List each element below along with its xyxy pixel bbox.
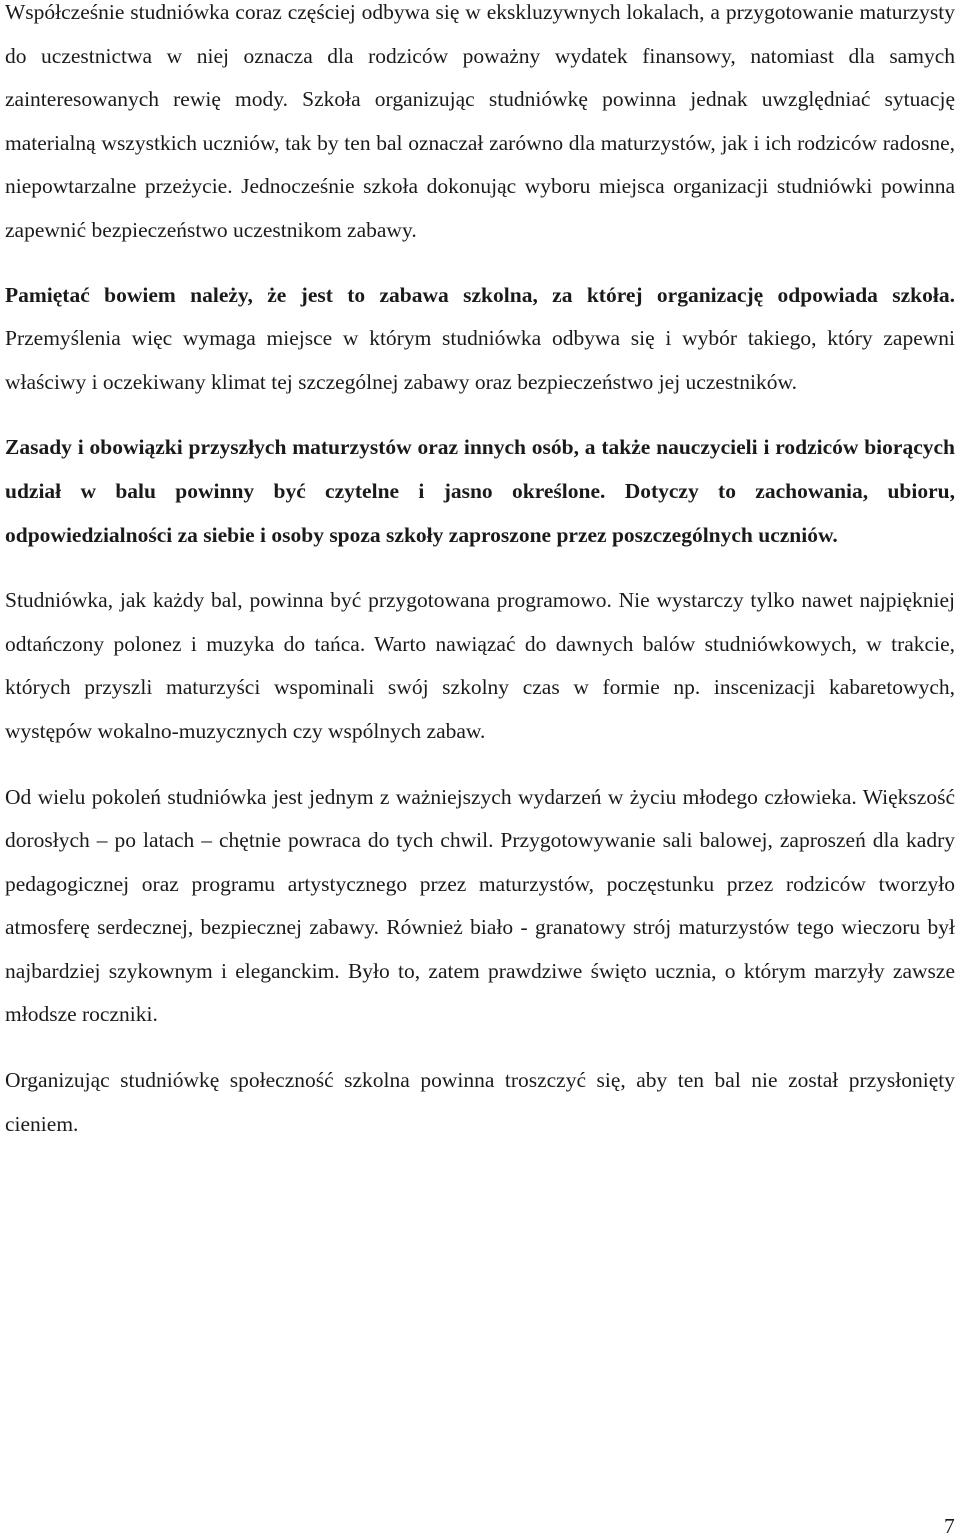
paragraph-text: Od wielu pokoleń studniówka jest jednym z ważniejszych wydarzeń w życiu młodego człowieka. Większość dorosłych – po latach – chętnie powraca do tych chwil. Przygotowywanie sali balowej, zaproszeń dla kadry pedagogicznej oraz programu artystycznego przez maturzystów, poczęstunku przez rodziców tworzyło atmosferę serdecznej, bezpiecznej zabawy. Również biało - granatowy strój maturzystów tego wieczoru był najbardziej szykownym i eleganckim. Było to, zatem prawdziwe święto ucznia, o którym marzyły zawsze młodsze roczniki. — [5, 784, 955, 1027]
document-page — [5, 0, 955, 1146]
paragraph-studniowka-wydatek — [5, 0, 955, 253]
paragraph-zasady-obowiazki — [5, 426, 955, 557]
paragraph-spolecznosc-szkolna — [5, 1059, 955, 1146]
paragraph-text: Współcześnie studniówka coraz częściej odbywa się w ekskluzywnych lokalach, a przygotowanie maturzysty do uczestnictwa w niej oznacza dla rodziców poważny wydatek finansowy, natomiast dla samych zainteresowanych rewię mody. Szkoła organizując studniówkę powinna jednak uwzględniać sytuację materialną wszystkich uczniów, tak by ten bal oznaczał zarówno dla maturzystów, jak i ich rodziców radosne, niepowtarzalne przeżycie. Jednocześnie szkoła dokonując wyboru miejsca organizacji studniówki powinna zapewnić bezpieczeństwo uczestnikom zabawy. — [5, 0, 955, 242]
page-number: 7 — [944, 1514, 955, 1538]
paragraph-zabawa-szkolna — [5, 274, 955, 405]
paragraph-program-studniowki — [5, 579, 955, 753]
paragraph-bold-text: Zasady i obowiązki przyszłych maturzystów oraz innych osób, a także nauczycieli i rodziców biorących udział w balu powinny być czytelne i jasno określone. Dotyczy to zachowania, ubioru, odpowiedzialności za siebie i osoby spoza szkoły zaproszone przez poszczególnych uczniów. — [5, 435, 955, 547]
paragraph-bold-lead: Pamiętać bowiem należy, że jest to zabawa szkolna, za której organizację odpowiada szkoła. — [5, 282, 955, 307]
paragraph-text: Organizując studniówkę społeczność szkolna powinna troszczyć się, aby ten bal nie został przysłonięty cieniem. — [5, 1068, 955, 1136]
paragraph-text: Studniówka, jak każdy bal, powinna być przygotowana programowo. Nie wystarczy tylko nawet najpiękniej odtańczony polonez i muzyka do tańca. Warto nawiązać do dawnych balów studniówkowych, w trakcie, których przyszli maturzyści wspominali swój szkolny czas w formie np. inscenizacji kabaretowych, występów wokalno-muzycznych czy wspólnych zabaw. — [5, 588, 955, 743]
paragraph-tradycja-pokolen — [5, 776, 955, 1038]
paragraph-text: Przemyślenia więc wymaga miejsce w którym studniówka odbywa się i wybór takiego, który zapewni właściwy i oczekiwany klimat tej szczególnej zabawy oraz bezpieczeństwo jej uczestników. — [5, 326, 955, 394]
